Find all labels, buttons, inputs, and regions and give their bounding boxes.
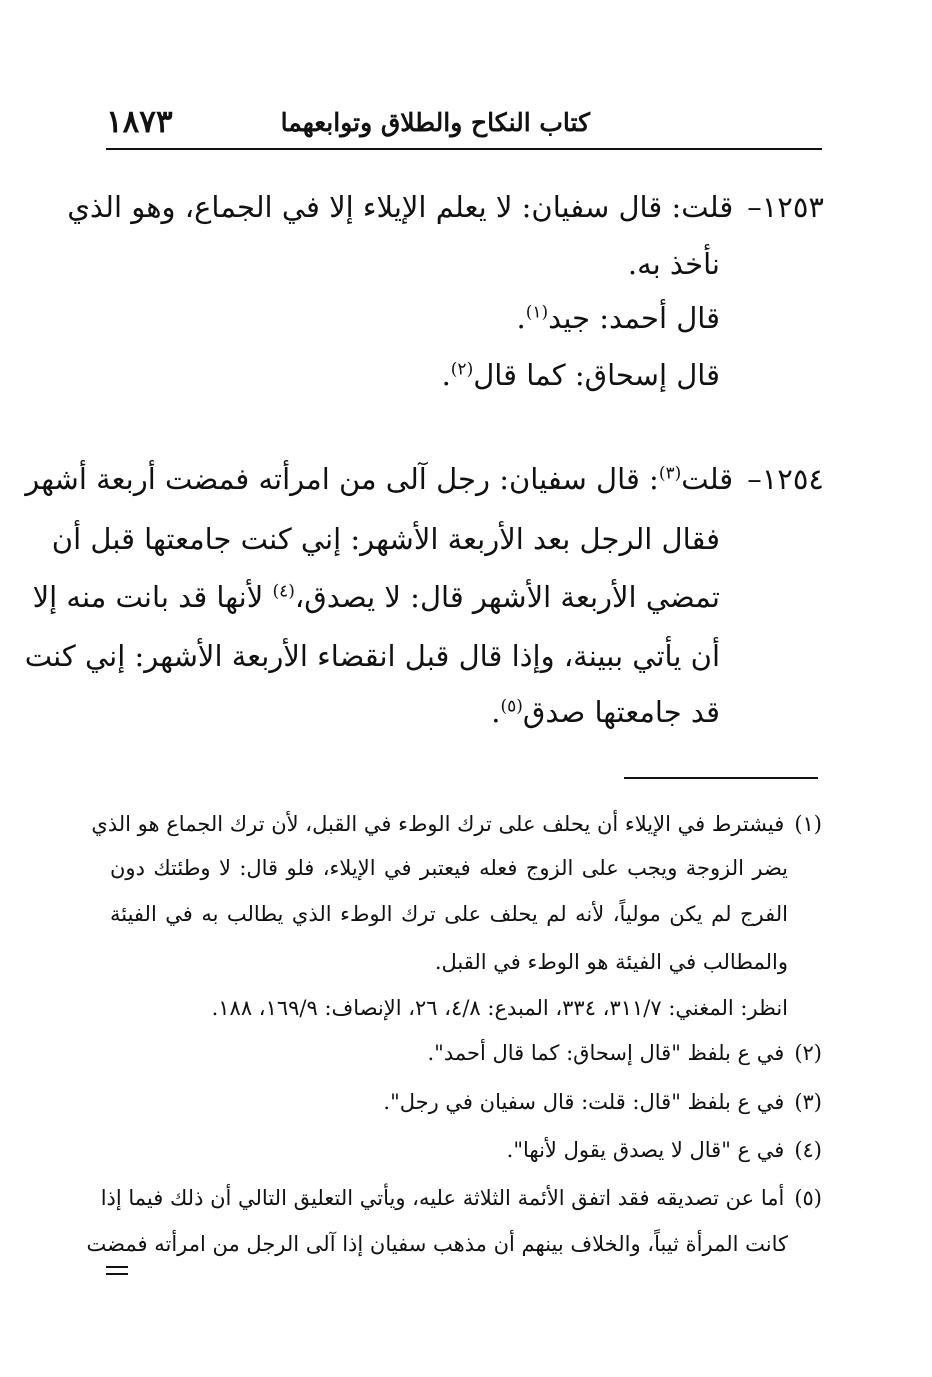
entry-line	[442, 355, 720, 395]
entry-line: أن يأتي ببينة، وإذا قال قبل انقضاء الأربعة الأشهر: إني كنت	[24, 639, 720, 673]
entry-line	[517, 298, 721, 338]
entry-text: قلت	[681, 462, 734, 496]
footnote-mark: (٢)	[794, 1041, 822, 1065]
entry-line	[25, 459, 824, 499]
entry-text: قد جامعتها صدق	[522, 695, 720, 729]
footnote-4	[507, 1134, 822, 1166]
entry-number: ١٢٥٤–	[747, 462, 824, 496]
header-rule	[106, 148, 822, 150]
footnote-reference: انظر: المغني: ٣١١/٧، ٣٣٤، المبدع: ٤/٨، ٢٦، الإنصاف: ١٦٩/٩، ١٨٨.	[211, 996, 788, 1020]
footnote-ref[interactable]: (٢)	[450, 359, 474, 380]
footnote-line: الفرج لم يكن مولياً، لأنه لم يحلف على ترك الوطء الذي يطالب به في الفيئة	[110, 902, 788, 926]
footnote-ref[interactable]: (٣)	[658, 463, 682, 484]
entry-line	[67, 187, 824, 227]
footnote-line: يضر الزوجة ويجب على الزوج فعله فيعتبر في الإيلاء، فلو قال: لا وطئتك دون	[110, 856, 788, 880]
footnote-mark: (١)	[794, 812, 822, 836]
footnote-mark: (٣)	[794, 1090, 822, 1114]
entry-text: تمضي الأربعة الأشهر قال: لا يصدق،	[294, 580, 720, 614]
footnote-mark: (٤)	[794, 1138, 822, 1162]
footnote-text: في ع "قال لا يصدق يقول لأنها".	[506, 1138, 785, 1162]
quote-text: قال أحمد: جيد	[548, 301, 720, 335]
footnote-ref[interactable]: (٤)	[272, 581, 295, 602]
footnote-separator	[624, 777, 818, 779]
footnote-ref[interactable]: (٥)	[500, 696, 523, 717]
footnote-text: أما عن تصديقه فقد اتفق الأئمة الثلاثة عليه، ويأتي التعليق التالي أن ذلك فيما إذا	[100, 1186, 785, 1210]
footnote-2	[428, 1037, 823, 1069]
page-number: ١٨٧٣	[106, 104, 173, 140]
entry-line: نأخذ به.	[627, 247, 720, 281]
entry-text: : قال سفيان: رجل آلى من امرأته فمضت أربعة أشهر	[25, 462, 659, 496]
continuation-mark	[106, 1266, 128, 1280]
footnote-1	[91, 808, 822, 840]
footnote-5	[100, 1182, 822, 1214]
entry-line	[491, 692, 720, 732]
punctuation: .	[516, 301, 526, 335]
footnote-text: في ع بلفظ "قال: قلت: قال سفيان في رجل".	[383, 1090, 785, 1114]
punctuation: .	[491, 695, 501, 729]
footnote-line: والمطالب في الفيئة هو الوطء في القبل.	[434, 950, 788, 974]
footnote-ref[interactable]: (١)	[525, 302, 549, 323]
running-header-title: كتاب النكاح والطلاق وتوابعهما	[280, 108, 590, 137]
entry-text: قلت: قال سفيان: لا يعلم الإيلاء إلا في الجماع، وهو الذي	[67, 190, 734, 224]
entry-line	[32, 577, 720, 617]
footnote-text: في ع بلفظ "قال إسحاق: كما قال أحمد".	[427, 1041, 785, 1065]
entry-line: فقال الرجل بعد الأربعة الأشهر: إني كنت جامعتها قبل أن	[51, 522, 720, 556]
footnote-text: فيشترط في الإيلاء أن يحلف على ترك الوطء في القبل، لأن ترك الجماع هو الذي	[91, 812, 785, 836]
footnote-line: كانت المرأة ثيباً، والخلاف بينهم أن مذهب سفيان إذا آلى الرجل من امرأته فمضت	[86, 1232, 788, 1256]
footnote-mark: (٥)	[794, 1186, 822, 1210]
punctuation: .	[441, 358, 451, 392]
entry-number: ١٢٥٣–	[747, 190, 824, 224]
quote-text: قال إسحاق: كما قال	[473, 358, 720, 392]
entry-text: لأنها قد بانت منه إلا	[32, 580, 273, 614]
footnote-3	[383, 1086, 822, 1118]
